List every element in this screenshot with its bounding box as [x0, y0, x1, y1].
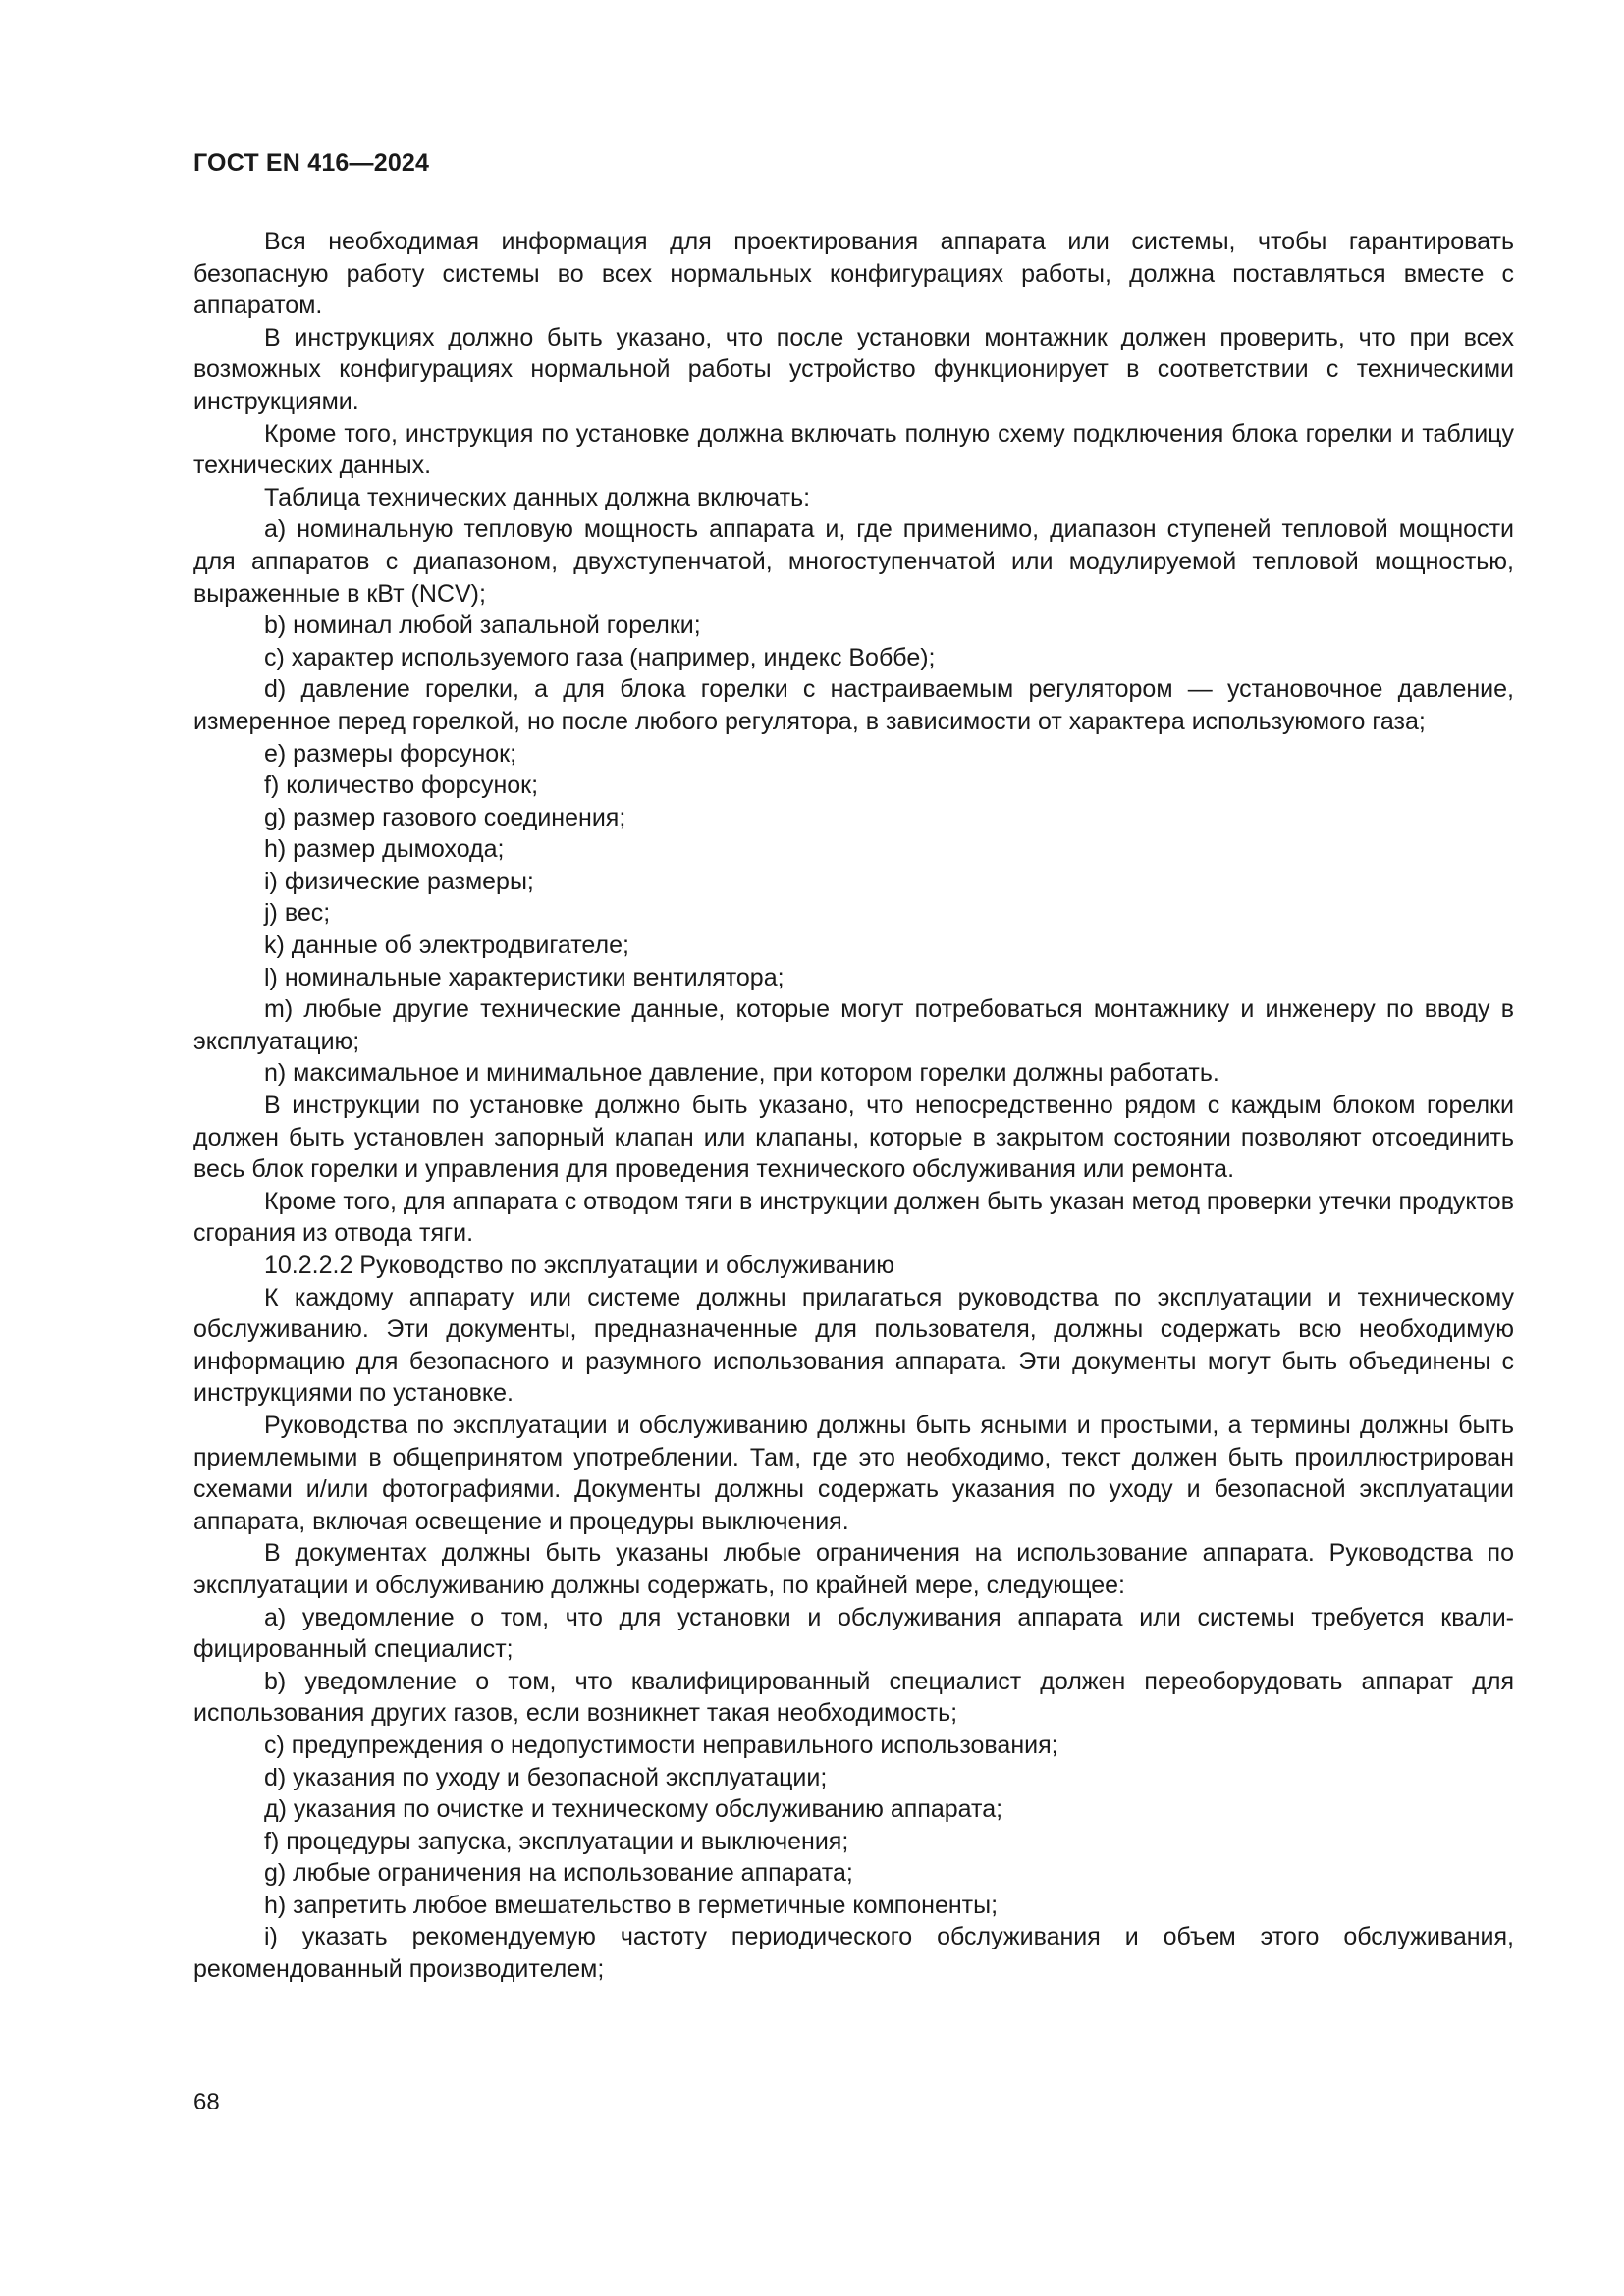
- list-item: д) указания по очистке и техническому обслуживанию аппарата;: [264, 1795, 1003, 1824]
- document-body: [193, 226, 1514, 1986]
- list-item: g) любые ограничения на использование аппарата;: [264, 1859, 853, 1888]
- paragraph: Кроме того, для аппарата с отводом тяги в инструкции должен быть указан метод проверки утечки продуктов сгорания из отвода тяги.: [193, 1187, 1514, 1248]
- list-item: j) вес;: [264, 899, 331, 928]
- list-item: i) указать рекомендуемую частоту периодического обслуживания и объем этого обслуживания, рекомендованный производителем;: [193, 1923, 1514, 1984]
- list-item: c) характер используемого газа (например, индекс Воббе);: [264, 643, 936, 671]
- list-item: а) номинальную тепловую мощность аппарата и, где применимо, диапазон ступеней тепловой мощности для аппаратов с диапазоном, двухступенчатой, многоступенчатой или модулируемой тепловой мощностью, выраженные в кВт (NCV);: [193, 515, 1514, 608]
- list-item: f) процедуры запуска, эксплуатации и выключения;: [264, 1827, 849, 1855]
- list-item: n) максимальное и минимальное давление, при котором горелки должны работать.: [264, 1059, 1219, 1088]
- paragraph: Кроме того, инструкция по установке должна включать полную схему подключения блока горелки и таблицу технических данных.: [193, 419, 1514, 480]
- paragraph: Вся необходимая информация для проектирования аппарата или системы, чтобы гарантировать безопасную работу системы во всех нормальных конфигурациях работы, должна поставляться вместе с аппаратом.: [193, 228, 1514, 320]
- list-item: h) запретить любое вмешательство в герметичные компоненты;: [264, 1891, 999, 1919]
- list-item: l) номинальные характеристики вентилятора;: [264, 963, 785, 991]
- list-item: d) указания по уходу и безопасной эксплуатации;: [264, 1763, 828, 1791]
- list-item: k) данные об электродвигателе;: [264, 932, 629, 960]
- list-item: b) номинал любой запальной горелки;: [264, 612, 701, 640]
- section-heading: 10.2.2.2 Руководство по эксплуатации и обслуживанию: [264, 1252, 895, 1279]
- paragraph: В документах должны быть указаны любые ограничения на использование аппарата. Руководства по эксплуатации и обслуживанию должны содержать, по крайней мере, следующее:: [193, 1539, 1514, 1599]
- list-item: i) физические размеры;: [264, 867, 534, 895]
- list-item: g) размер газового соединения;: [264, 803, 626, 831]
- list-item: d) давление горелки, а для блока горелки с настраиваемым регулятором — установочное давление, измеренное перед горелкой, но после любого регулятора, в зависимости от характера используюмого газа;: [193, 675, 1514, 735]
- document-header: ГОСТ EN 416—2024: [193, 149, 430, 177]
- paragraph: Таблица технических данных должна включать:: [264, 483, 811, 511]
- page-number: 68: [193, 2089, 220, 2115]
- list-item: a) уведомление о том, что для установки и обслуживания аппарата или системы требуется квалифицированный специалист;: [193, 1603, 1514, 1664]
- list-item: h) размер дымохода;: [264, 835, 505, 864]
- paragraph: Руководства по эксплуатации и обслуживанию должны быть ясными и простыми, а термины должны быть приемлемыми в общепринятом употреблении. Там, где это необходимо, текст должен быть проиллюстрирован схемами и/или фотографиями. Документы должны содержать указания по уходу и безопасной эксплуатации аппарата, включая освещение и процедуры выключения.: [193, 1411, 1514, 1535]
- paragraph: В инструкциях должно быть указано, что после установки монтажник должен проверить, что при всех возможных конфигурациях нормальной работы устройство функционирует в соответствии с техническими инструкциями.: [193, 323, 1514, 415]
- paragraph: К каждому аппарату или системе должны прилагаться руководства по эксплуатации и техническому обслуживанию. Эти документы, предназначенные для пользователя, должны содержать всю необходимую информацию для безопасного и разумного использования аппарата. Эти документы могут быть объединены с инструкциями по установке.: [193, 1283, 1514, 1408]
- list-item: c) предупреждения о недопустимости неправильного использования;: [264, 1731, 1058, 1759]
- list-item: m) любые другие технические данные, которые могут потребоваться монтажнику и инженеру по вводу в эксплуатацию;: [193, 995, 1514, 1055]
- paragraph: В инструкции по установке должно быть указано, что непосредственно рядом с каждым блоком горелки должен быть установлен запорный клапан или клапаны, которые в закрытом состоянии позволяют отсоединить весь блок горелки и управления для проведения технического обслуживания или ремонта.: [193, 1092, 1514, 1184]
- list-item: f) количество форсунок;: [264, 772, 539, 800]
- list-item: e) размеры форсунок;: [264, 739, 517, 768]
- list-item: b) уведомление о том, что квалифицированный специалист должен переоборудовать аппарат для использования других газов, если возникнет такая необходимость;: [193, 1667, 1514, 1728]
